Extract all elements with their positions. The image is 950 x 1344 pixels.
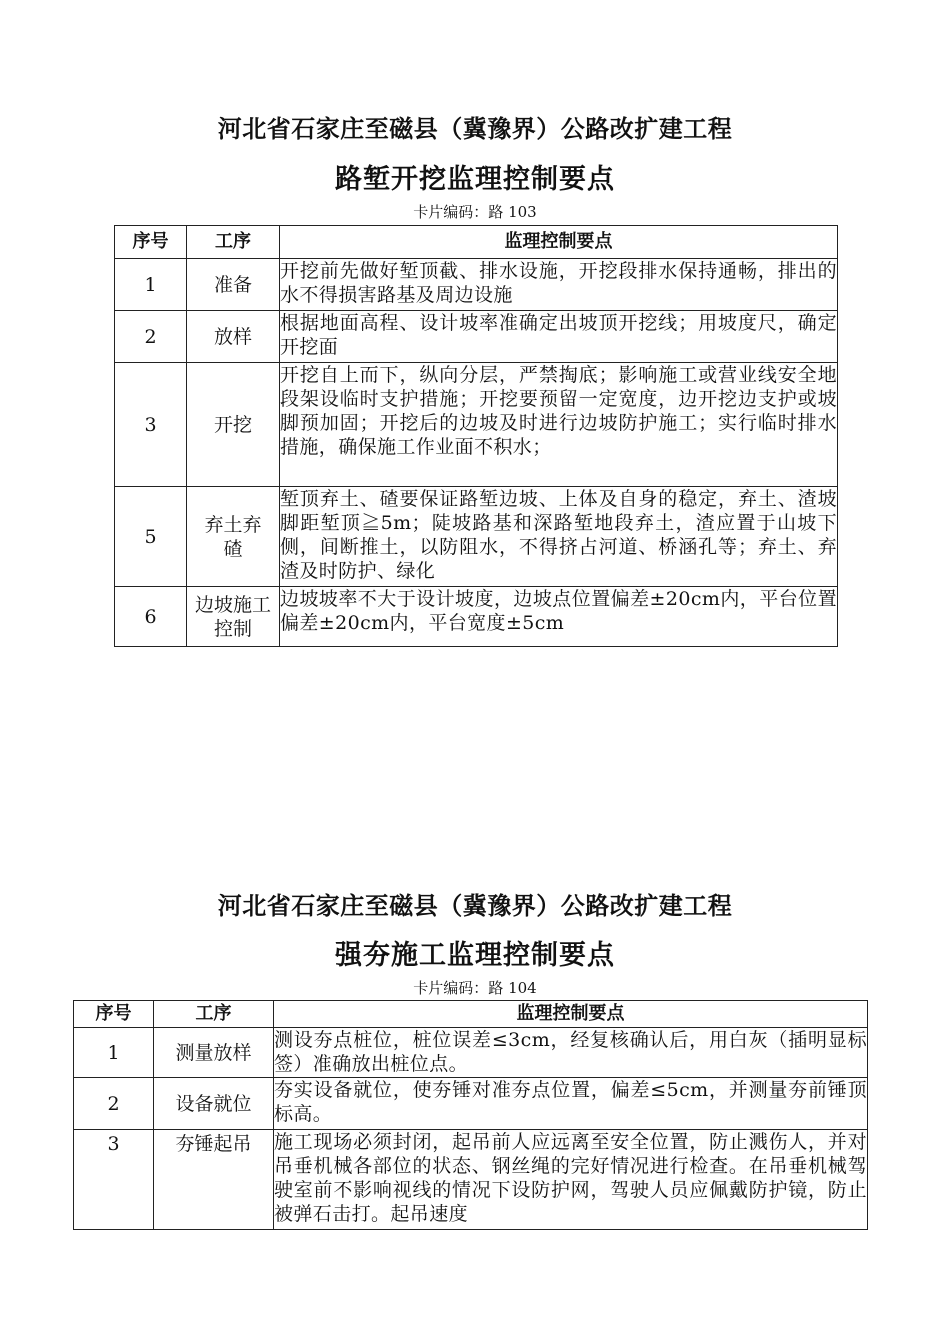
header-control-points: 监理控制要点 xyxy=(280,226,838,259)
row-process: 弃土弃碴 xyxy=(187,487,280,587)
row-detail: 边坡坡率不大于设计坡度，边坡点位置偏差±20cm内，平台位置偏差±20cm内，平台宽度±5cm xyxy=(280,587,838,647)
project-title: 河北省石家庄至磁县（冀豫界）公路改扩建工程 xyxy=(217,115,733,143)
table-row xyxy=(74,1078,868,1130)
header-control-points: 监理控制要点 xyxy=(274,1001,868,1028)
table-row xyxy=(115,487,838,587)
row-process: 准备 xyxy=(187,259,280,311)
row-number: 5 xyxy=(115,487,187,587)
row-detail: 开挖自上而下，纵向分层，严禁掏底；影响施工或营业线安全地段架设临时支护措施；开挖要预留一定宽度，边开挖边支护或坡脚预加固；开挖后的边坡及时进行边坡防护施工；实行临时排水措施，确保施工作业面不积水； xyxy=(280,363,838,487)
table-row xyxy=(115,587,838,647)
table-row xyxy=(115,311,838,363)
table-header-row xyxy=(74,1001,868,1028)
table-row xyxy=(74,1028,868,1078)
table-header-row xyxy=(115,226,838,259)
row-process: 放样 xyxy=(187,311,280,363)
header-number: 序号 xyxy=(115,226,187,259)
card-code: 卡片编码：路 103 xyxy=(413,203,537,221)
row-process: 开挖 xyxy=(187,363,280,487)
project-title: 河北省石家庄至磁县（冀豫界）公路改扩建工程 xyxy=(217,892,733,920)
control-points-table xyxy=(73,1000,868,1230)
row-number: 3 xyxy=(115,363,187,487)
row-number: 1 xyxy=(115,259,187,311)
control-points-table xyxy=(114,225,838,647)
row-detail: 开挖前先做好堑顶截、排水设施，开挖段排水保持通畅，排出的水不得损害路基及周边设施 xyxy=(280,259,838,311)
document-title: 强夯施工监理控制要点 xyxy=(335,940,615,971)
row-number: 2 xyxy=(74,1078,154,1130)
card-code: 卡片编码：路 104 xyxy=(413,979,537,997)
document-title: 路堑开挖监理控制要点 xyxy=(335,164,615,195)
row-process: 测量放样 xyxy=(154,1028,274,1078)
header-process: 工序 xyxy=(187,226,280,259)
row-number: 2 xyxy=(115,311,187,363)
table-row xyxy=(115,363,838,487)
row-process: 夯锤起吊 xyxy=(154,1130,274,1230)
table-row xyxy=(74,1130,868,1230)
row-number: 3 xyxy=(74,1130,154,1230)
row-detail: 根据地面高程、设计坡率准确定出坡顶开挖线；用坡度尺，确定开挖面 xyxy=(280,311,838,363)
header-process: 工序 xyxy=(154,1001,274,1028)
row-detail: 施工现场必须封闭，起吊前人应远离至安全位置，防止溅伤人，并对吊垂机械各部位的状态、钢丝绳的完好情况进行检查。在吊垂机械驾驶室前不影响视线的情况下设防护网，驾驶人员应佩戴防护镜，防止被弹石击打。起吊速度 xyxy=(274,1130,868,1230)
row-number: 1 xyxy=(74,1028,154,1078)
row-detail: 堑顶弃土、碴要保证路堑边坡、上体及自身的稳定，弃土、渣坡脚距堑顶≧5m；陡坡路基和深路堑地段弃土，渣应置于山坡下侧，间断推土，以防阻水，不得挤占河道、桥涵孔等；弃土、弃渣及时防护、绿化 xyxy=(280,487,838,587)
row-number: 6 xyxy=(115,587,187,647)
table-row xyxy=(115,259,838,311)
row-process: 设备就位 xyxy=(154,1078,274,1130)
row-detail: 测设夯点桩位，桩位误差≤3cm，经复核确认后，用白灰（插明显标签）准确放出桩位点。 xyxy=(274,1028,868,1078)
row-process: 边坡施工控制 xyxy=(187,587,280,647)
row-detail: 夯实设备就位，使夯锤对准夯点位置，偏差≤5cm，并测量夯前锤顶标高。 xyxy=(274,1078,868,1130)
header-number: 序号 xyxy=(74,1001,154,1028)
